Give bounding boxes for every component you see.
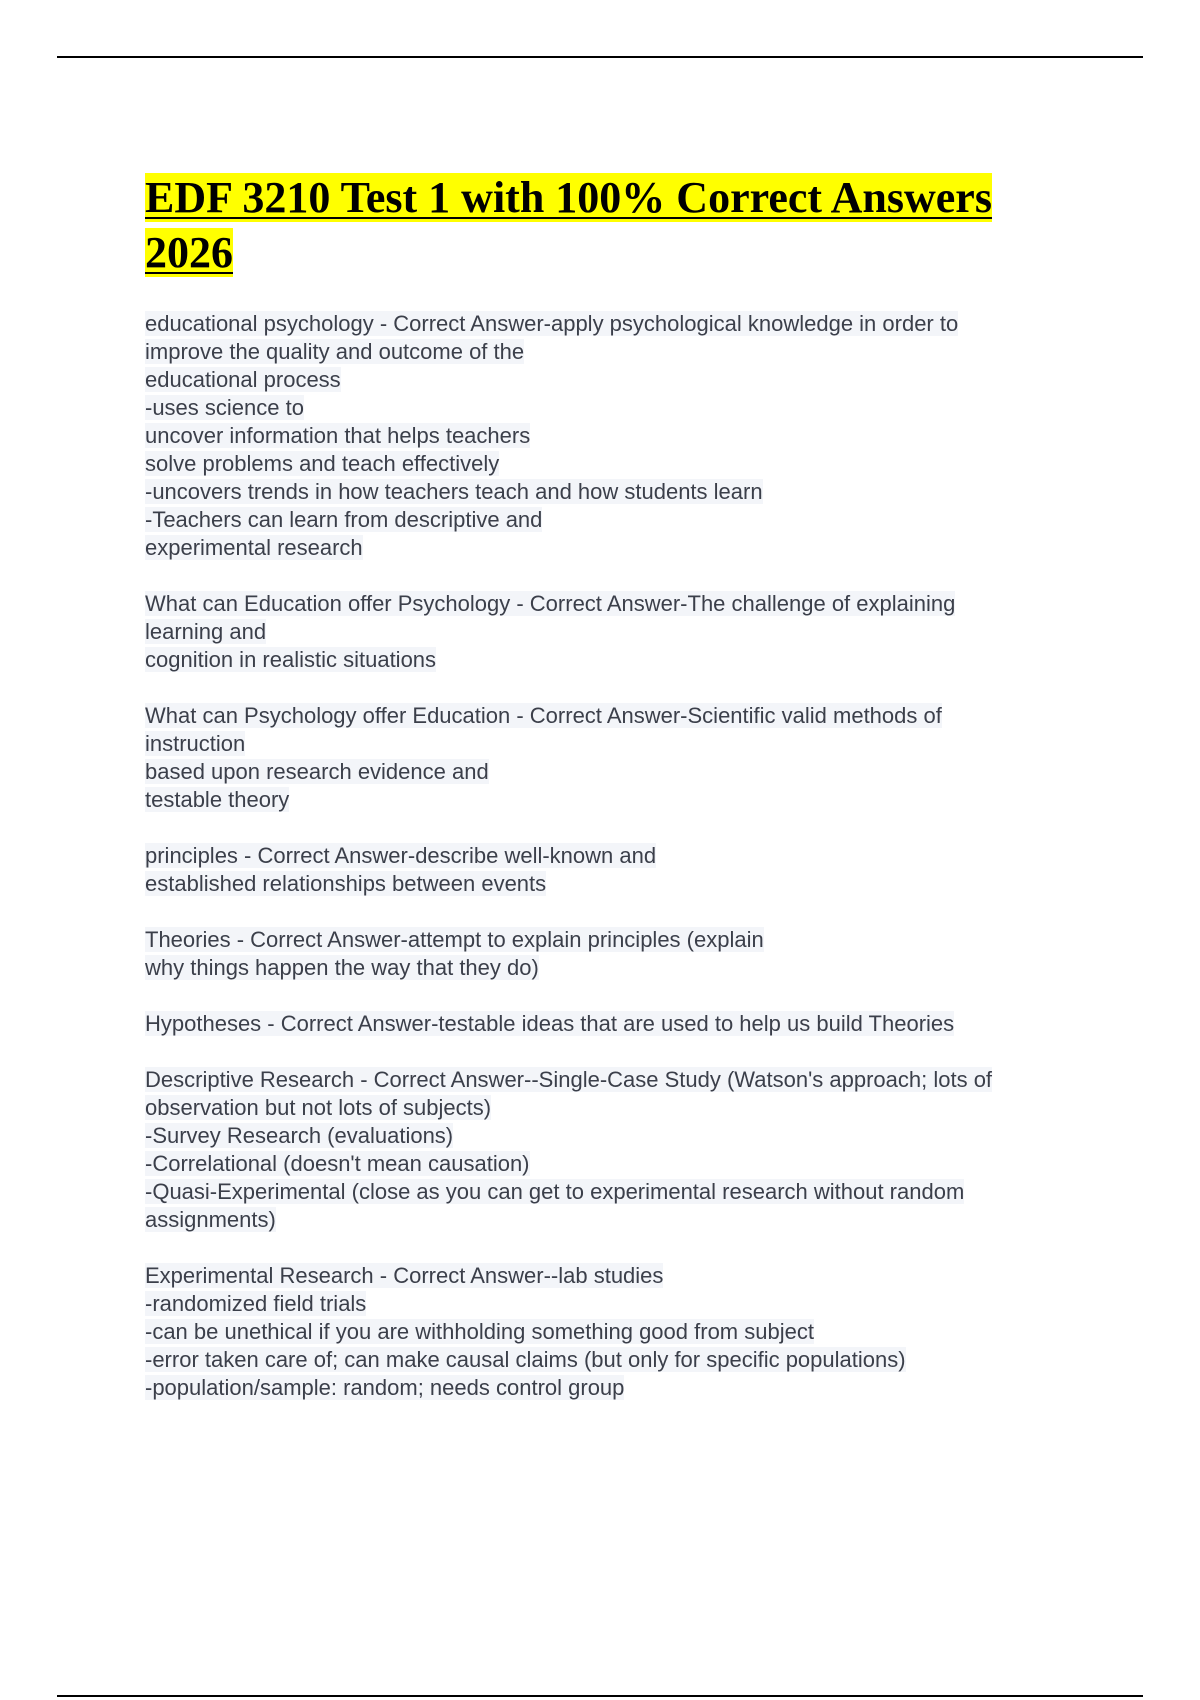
qa-line: testable theory	[145, 787, 290, 812]
qa-line: learning and	[145, 619, 267, 644]
qa-line: observation but not lots of subjects)	[145, 1095, 492, 1120]
qa-entry	[145, 842, 1085, 898]
qa-line: educational process	[145, 367, 341, 392]
document-title: EDF 3210 Test 1 with 100% Correct Answers 2026	[145, 173, 992, 277]
qa-line: assignments)	[145, 1207, 276, 1232]
qa-entry	[145, 702, 1085, 814]
qa-line: -Teachers can learn from descriptive and	[145, 507, 543, 532]
qa-line: Hypotheses - Correct Answer-testable ideas that are used to help us build Theories	[145, 1011, 955, 1036]
qa-entry	[145, 1010, 1085, 1038]
qa-line: -uses science to	[145, 395, 304, 420]
qa-line: principles - Correct Answer-describe well-known and	[145, 843, 657, 868]
qa-line: established relationships between events	[145, 871, 547, 896]
qa-line: -uncovers trends in how teachers teach and how students learn	[145, 479, 763, 504]
qa-line: instruction	[145, 731, 246, 756]
qa-line: experimental research	[145, 535, 363, 560]
qa-line: -randomized field trials	[145, 1291, 367, 1316]
qa-entry	[145, 1066, 1085, 1234]
qa-line: why things happen the way that they do)	[145, 955, 539, 980]
qa-line: improve the quality and outcome of the	[145, 339, 525, 364]
qa-entry	[145, 590, 1085, 674]
top-rule	[57, 56, 1143, 58]
qa-line: -Survey Research (evaluations)	[145, 1123, 454, 1148]
document-body	[145, 170, 1085, 1430]
qa-line: educational psychology - Correct Answer-apply psychological knowledge in order to	[145, 311, 959, 336]
qa-line: -population/sample: random; needs control group	[145, 1375, 625, 1400]
qa-line: What can Psychology offer Education - Correct Answer-Scientific valid methods of	[145, 703, 942, 728]
qa-entry	[145, 926, 1085, 982]
qa-entry	[145, 310, 1085, 562]
qa-line: -Correlational (doesn't mean causation)	[145, 1151, 530, 1176]
qa-line: -Quasi-Experimental (close as you can get to experimental research without random	[145, 1179, 965, 1204]
qa-line: based upon research evidence and	[145, 759, 489, 784]
qa-line: cognition in realistic situations	[145, 647, 437, 672]
qa-line: Descriptive Research - Correct Answer--Single-Case Study (Watson's approach; lots of	[145, 1067, 993, 1092]
qa-line: -error taken care of; can make causal claims (but only for specific populations)	[145, 1347, 906, 1372]
bottom-rule	[57, 1695, 1143, 1697]
qa-line: Theories - Correct Answer-attempt to explain principles (explain	[145, 927, 764, 952]
qa-line: What can Education offer Psychology - Correct Answer-The challenge of explaining	[145, 591, 956, 616]
qa-line: -can be unethical if you are withholding something good from subject	[145, 1319, 814, 1344]
qa-entry	[145, 1262, 1085, 1402]
qa-line: uncover information that helps teachers	[145, 423, 531, 448]
qa-line: solve problems and teach effectively	[145, 451, 500, 476]
qa-line: Experimental Research - Correct Answer--lab studies	[145, 1263, 664, 1288]
